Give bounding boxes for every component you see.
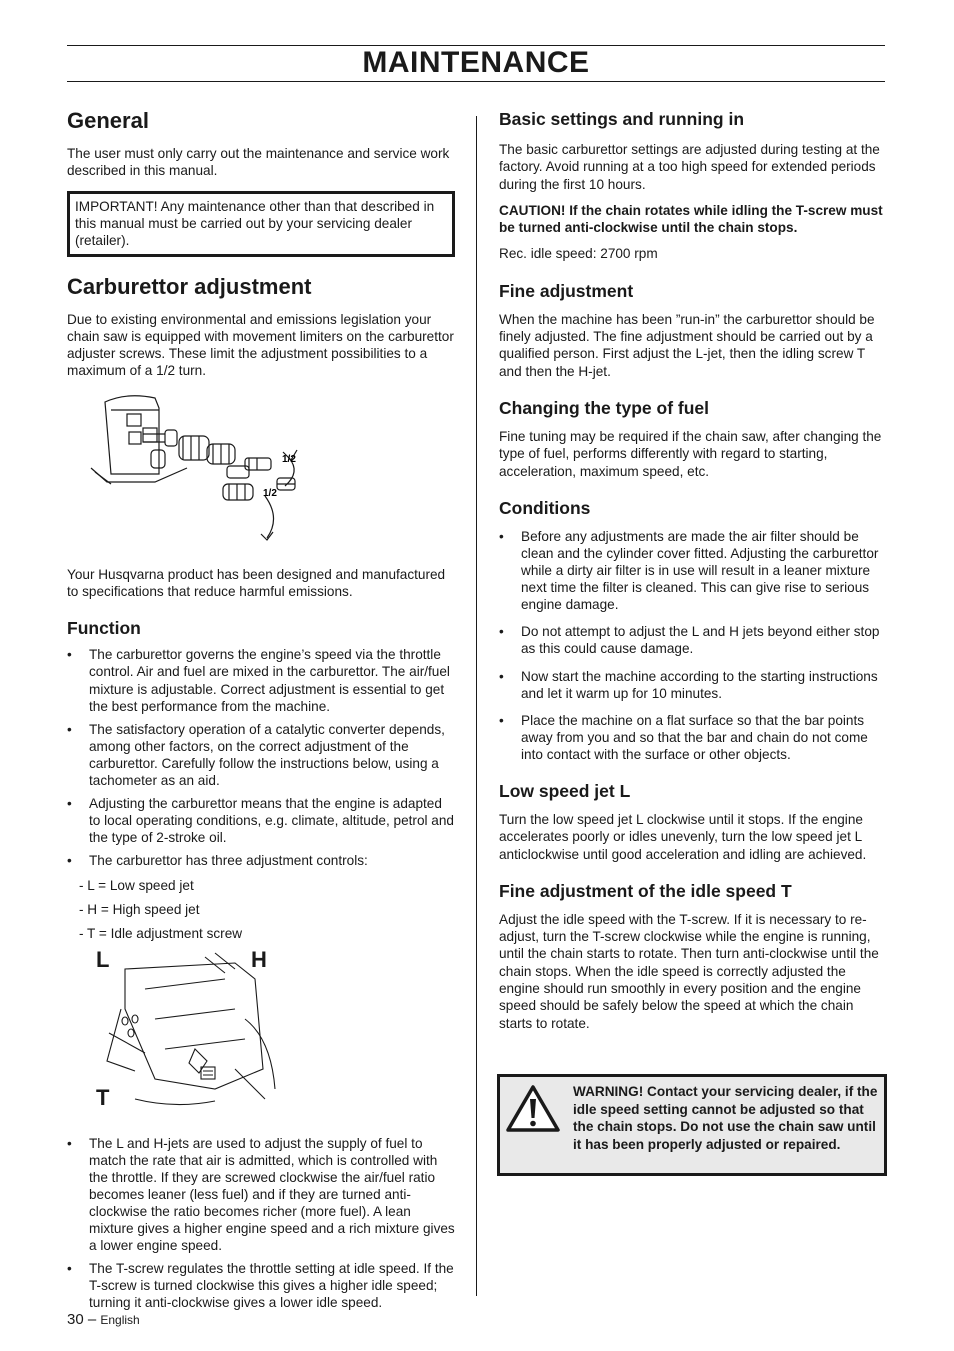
function-list xyxy=(67,646,455,869)
carburettor-text: Due to existing environmental and emissions legislation your chain saw is equipped with movement limiters on the carburettor adjuster screws. These limit the adjustment possibilities to a maximum of a 1/2 turn. xyxy=(67,311,454,379)
warning-triangle-icon xyxy=(505,1084,561,1134)
adjustment-controls-illustration xyxy=(95,946,305,1119)
fig2-label-l: L xyxy=(96,946,110,972)
idle-speed-adjust-text: Adjust the idle speed with the T-screw. If it is necessary to re-adjust, turn the T-screw clockwise while the engine is running, until the chain starts to rotate. Then turn anti-clockwise until the chain stops. When the idle speed is correctly adjusted the engine should run smoothly in every position and the engine speed should be safely below the speed at which the chain starts to rotate. xyxy=(499,911,879,1031)
controls-list xyxy=(67,877,455,942)
control-l: - L = Low speed jet xyxy=(79,877,194,893)
fig2-label-t: T xyxy=(96,1084,110,1110)
conditions-list xyxy=(499,528,887,763)
function-list-continued xyxy=(67,1135,455,1312)
fig1-label-top: 1/2 xyxy=(282,453,296,465)
page-footer xyxy=(67,1311,140,1328)
list-item: • The carburettor governs the engine’s speed via the throttle control. Air and fuel are mixed in the carburettor. The air/fuel mixture is adjustable. Correct adjustment is essential to get the best performance from the machine. xyxy=(67,646,455,714)
list-item: • Place the machine on a flat surface so that the bar points away from you and so that the bar and chain do not come into contact with the surface or other objects. xyxy=(499,712,887,763)
warning-text: WARNING! Contact your servicing dealer, if the idle speed setting cannot be adjusted so that the chain stops. Do not use the chain saw until it has been properly adjusted or repaired. xyxy=(573,1084,878,1152)
general-heading: General xyxy=(67,108,149,133)
fine-adjustment-text: When the machine has been ”run-in” the carburettor should be finely adjusted. The fine adjustment should be carried out by a qualified person. First adjust the L-jet, then the idling screw T and then the H-jet. xyxy=(499,311,875,379)
basic-settings-heading: Basic settings and running in xyxy=(499,109,745,129)
right-column xyxy=(499,108,887,1032)
page-number: 30 – xyxy=(67,1311,97,1328)
list-item: • Do not attempt to adjust the L and H jets beyond either stop as this could cause damage. xyxy=(499,623,887,657)
idle-speed-heading: Fine adjustment of the idle speed T xyxy=(499,880,792,901)
left-column xyxy=(67,108,455,1311)
list-item: • Before any adjustments are made the air filter should be clean and the cylinder cover fitted. Adjusting the carburettor while a dirty air filter is in use will result in a leaner mixture next time the filter is cleaned. This can give rise to serious engine damage. xyxy=(499,528,887,613)
control-t: - T = Idle adjustment screw xyxy=(79,925,243,941)
conditions-heading: Conditions xyxy=(499,497,591,518)
footer-language: English xyxy=(100,1313,140,1327)
list-item: • The L and H-jets are used to adjust the supply of fuel to match the rate that air is admitted, which is controlled with the throttle. If they are screwed clockwise the air/fuel ratio becomes leaner (less fuel) and if they are turned anti-clockwise the ratio becomes richer (more fuel). A lean mixture gives a higher engine speed and a rich mixture gives a lower engine speed. xyxy=(67,1135,455,1255)
list-item: • The T-screw regulates the throttle setting at idle speed. If the T-screw is turned clockwise this gives a higher idle speed; turning it anti-clockwise gives a lower idle speed. xyxy=(67,1260,455,1311)
warning-box xyxy=(497,1074,887,1176)
fuel-type-text: Fine tuning may be required if the chain saw, after changing the type of fuel, performs differently with regard to starting, acceleration, maximum speed, etc. xyxy=(499,428,882,479)
fig1-label-bottom: 1/2 xyxy=(263,487,277,499)
column-divider xyxy=(476,116,477,1296)
list-item: • Now start the machine according to the starting instructions and let it warm up for 10 minutes. xyxy=(499,668,887,702)
fig2-label-h: H xyxy=(251,946,267,972)
list-item: • The satisfactory operation of a catalytic converter depends, among other factors, on the correct adjustment of the carburettor. Carefully follow the instructions below, using a tachometer as an aid. xyxy=(67,721,455,789)
emissions-text: Your Husqvarna product has been designed and manufactured to specifications that reduce harmful emissions. xyxy=(67,566,446,600)
fine-adjustment-heading: Fine adjustment xyxy=(499,280,634,301)
low-speed-jet-heading: Low speed jet L xyxy=(499,780,631,801)
basic-settings-text: The basic carburettor settings are adjusted during testing at the factory. Avoid running at a too high speed for extended periods during the first 10 hours. xyxy=(499,142,880,192)
page-title: MAINTENANCE xyxy=(362,46,590,79)
limiter-screws-illustration xyxy=(67,388,455,556)
low-speed-jet-text: Turn the low speed jet L clockwise until it stops. If the engine accelerates poorly or idles unevenly, turn the low speed jet L anticlockwise until good acceleration and idling are achieved. xyxy=(499,811,867,862)
header-bottom-rule xyxy=(67,81,885,82)
important-text: IMPORTANT! Any maintenance other than that described in this manual must be carried out by your servicing dealer (retailer). xyxy=(75,198,435,248)
engine-sketch xyxy=(95,946,305,1119)
list-item: • The carburettor has three adjustment controls: xyxy=(67,852,455,869)
control-h: - H = High speed jet xyxy=(79,901,200,917)
list-item: • Adjusting the carburettor means that the engine is adapted to local operating conditions, e.g. climate, altitude, petrol and the type of 2-stroke oil. xyxy=(67,795,455,846)
idle-speed-text: Rec. idle speed: 2700 rpm xyxy=(499,246,658,262)
carburettor-heading: Carburettor adjustment xyxy=(67,273,312,299)
general-text: The user must only carry out the maintenance and service work described in this manual. xyxy=(67,146,450,179)
caution-text: CAUTION! If the chain rotates while idling the T-screw must be turned anti-clockwise until the chain stops. xyxy=(499,202,883,236)
function-heading: Function xyxy=(67,618,141,639)
important-notice xyxy=(67,191,455,257)
fuel-type-heading: Changing the type of fuel xyxy=(499,397,709,418)
